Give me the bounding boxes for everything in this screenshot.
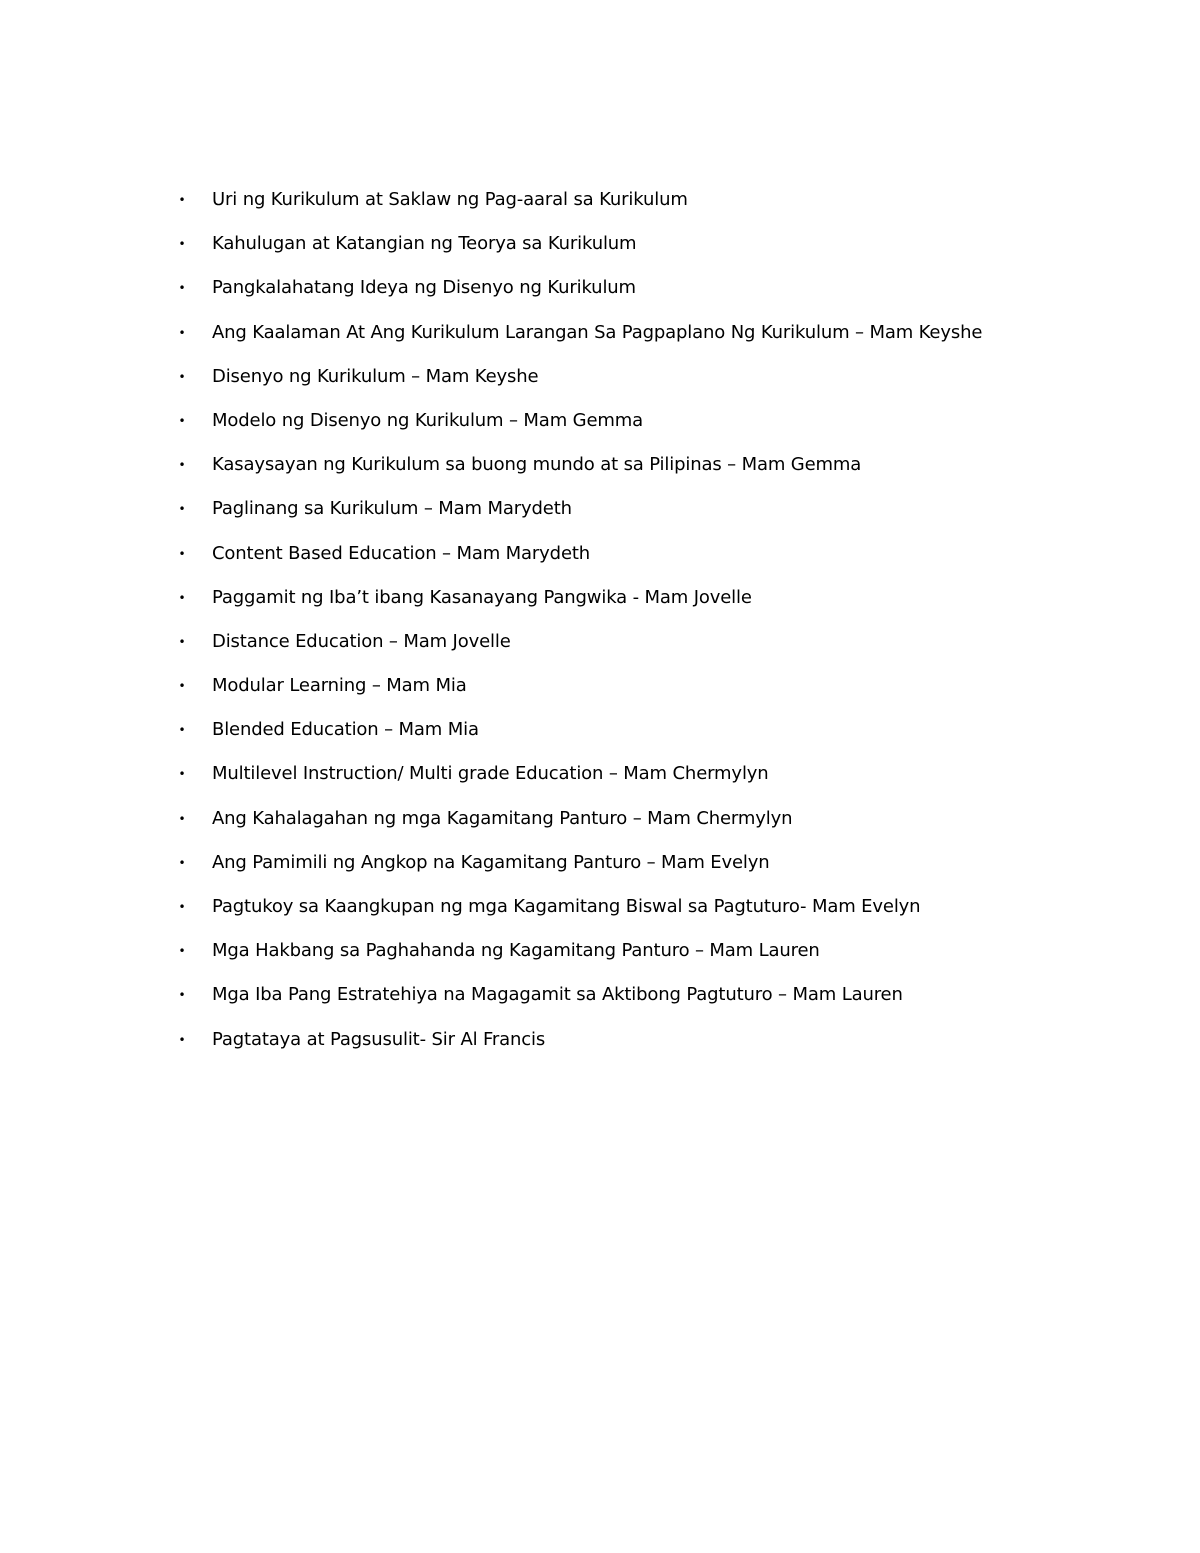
bullet-icon: •: [178, 900, 186, 914]
list-item-text: Paggamit ng Iba’t ibang Kasanayang Pangwika - Mam Jovelle: [212, 586, 752, 608]
bullet-icon: •: [178, 546, 186, 561]
list-item-text: Modular Learning – Mam Mia: [212, 675, 467, 697]
bullet-icon: •: [178, 193, 186, 207]
list-item-text: Pangkalahatang Ideya ng Disenyo ng Kurikulum: [212, 277, 636, 299]
list-item-text: Mga Hakbang sa Paghahanda ng Kagamitang Panturo – Mam Lauren: [212, 940, 820, 962]
list-item: [0, 620, 1200, 664]
list-item-text: Blended Education – Mam Mia: [212, 719, 479, 741]
bullet-icon: •: [178, 1032, 186, 1047]
list-item-text: Uri ng Kurikulum at Saklaw ng Pag-aaral sa Kurikulum: [212, 189, 688, 210]
list-item: [0, 929, 1200, 973]
list-item: [0, 841, 1200, 885]
list-item-text: Ang Kahalagahan ng mga Kagamitang Panturo – Mam Chermylyn: [212, 807, 793, 829]
list-item: [0, 708, 1200, 752]
list-item-text: Ang Pamimili ng Angkop na Kagamitang Panturo – Mam Evelyn: [212, 851, 770, 873]
list-item-text: Content Based Education – Mam Marydeth: [212, 542, 591, 564]
bullet-icon: •: [178, 679, 186, 694]
bullet-icon: •: [178, 281, 186, 296]
bullet-icon: •: [178, 944, 186, 959]
list-item-text: Paglinang sa Kurikulum – Mam Marydeth: [212, 498, 572, 520]
list-item: [0, 885, 1200, 929]
list-item: [0, 222, 1200, 266]
bullet-icon: •: [178, 237, 186, 252]
bullet-icon: •: [178, 723, 186, 738]
bullet-icon: •: [178, 458, 186, 473]
list-item-text: Distance Education – Mam Jovelle: [212, 630, 511, 652]
topic-list: [0, 178, 1200, 1062]
list-item: [0, 797, 1200, 841]
bullet-icon: •: [178, 413, 186, 428]
bullet-icon: •: [178, 590, 186, 605]
list-item: [0, 487, 1200, 531]
list-item: [0, 973, 1200, 1017]
list-item: [0, 532, 1200, 576]
list-item-text: Kahulugan at Katangian ng Teorya sa Kurikulum: [212, 233, 637, 255]
list-item: [0, 311, 1200, 355]
list-item: [0, 355, 1200, 399]
bullet-icon: •: [178, 988, 186, 1003]
bullet-icon: •: [178, 502, 186, 517]
bullet-icon: •: [178, 325, 186, 340]
list-item: [0, 752, 1200, 796]
list-item: [0, 1018, 1200, 1062]
list-item: [0, 576, 1200, 620]
list-item-text: Pagtataya at Pagsusulit- Sir Al Francis: [212, 1028, 546, 1050]
bullet-icon: •: [178, 634, 186, 649]
bullet-icon: •: [178, 855, 186, 870]
list-item: [0, 443, 1200, 487]
bullet-icon: •: [178, 767, 186, 782]
list-item-text: Modelo ng Disenyo ng Kurikulum – Mam Gemma: [212, 409, 644, 431]
list-item: [0, 399, 1200, 443]
bullet-icon: •: [178, 369, 186, 384]
list-item-text: Pagtukoy sa Kaangkupan ng mga Kagamitang Biswal sa Pagtuturo- Mam Evelyn: [212, 896, 921, 917]
bullet-icon: •: [178, 811, 186, 826]
list-item: [0, 664, 1200, 708]
list-item-text: Ang Kaalaman At Ang Kurikulum Larangan Sa Pagpaplano Ng Kurikulum – Mam Keyshe: [212, 321, 983, 343]
list-item: [0, 266, 1200, 310]
list-item-text: Mga Iba Pang Estratehiya na Magagamit sa Aktibong Pagtuturo – Mam Lauren: [212, 984, 903, 1006]
list-item-text: Kasaysayan ng Kurikulum sa buong mundo at sa Pilipinas – Mam Gemma: [212, 454, 862, 476]
list-item-text: Multilevel Instruction/ Multi grade Education – Mam Chermylyn: [212, 763, 769, 785]
list-item-text: Disenyo ng Kurikulum – Mam Keyshe: [212, 365, 539, 387]
list-item: [0, 178, 1200, 222]
